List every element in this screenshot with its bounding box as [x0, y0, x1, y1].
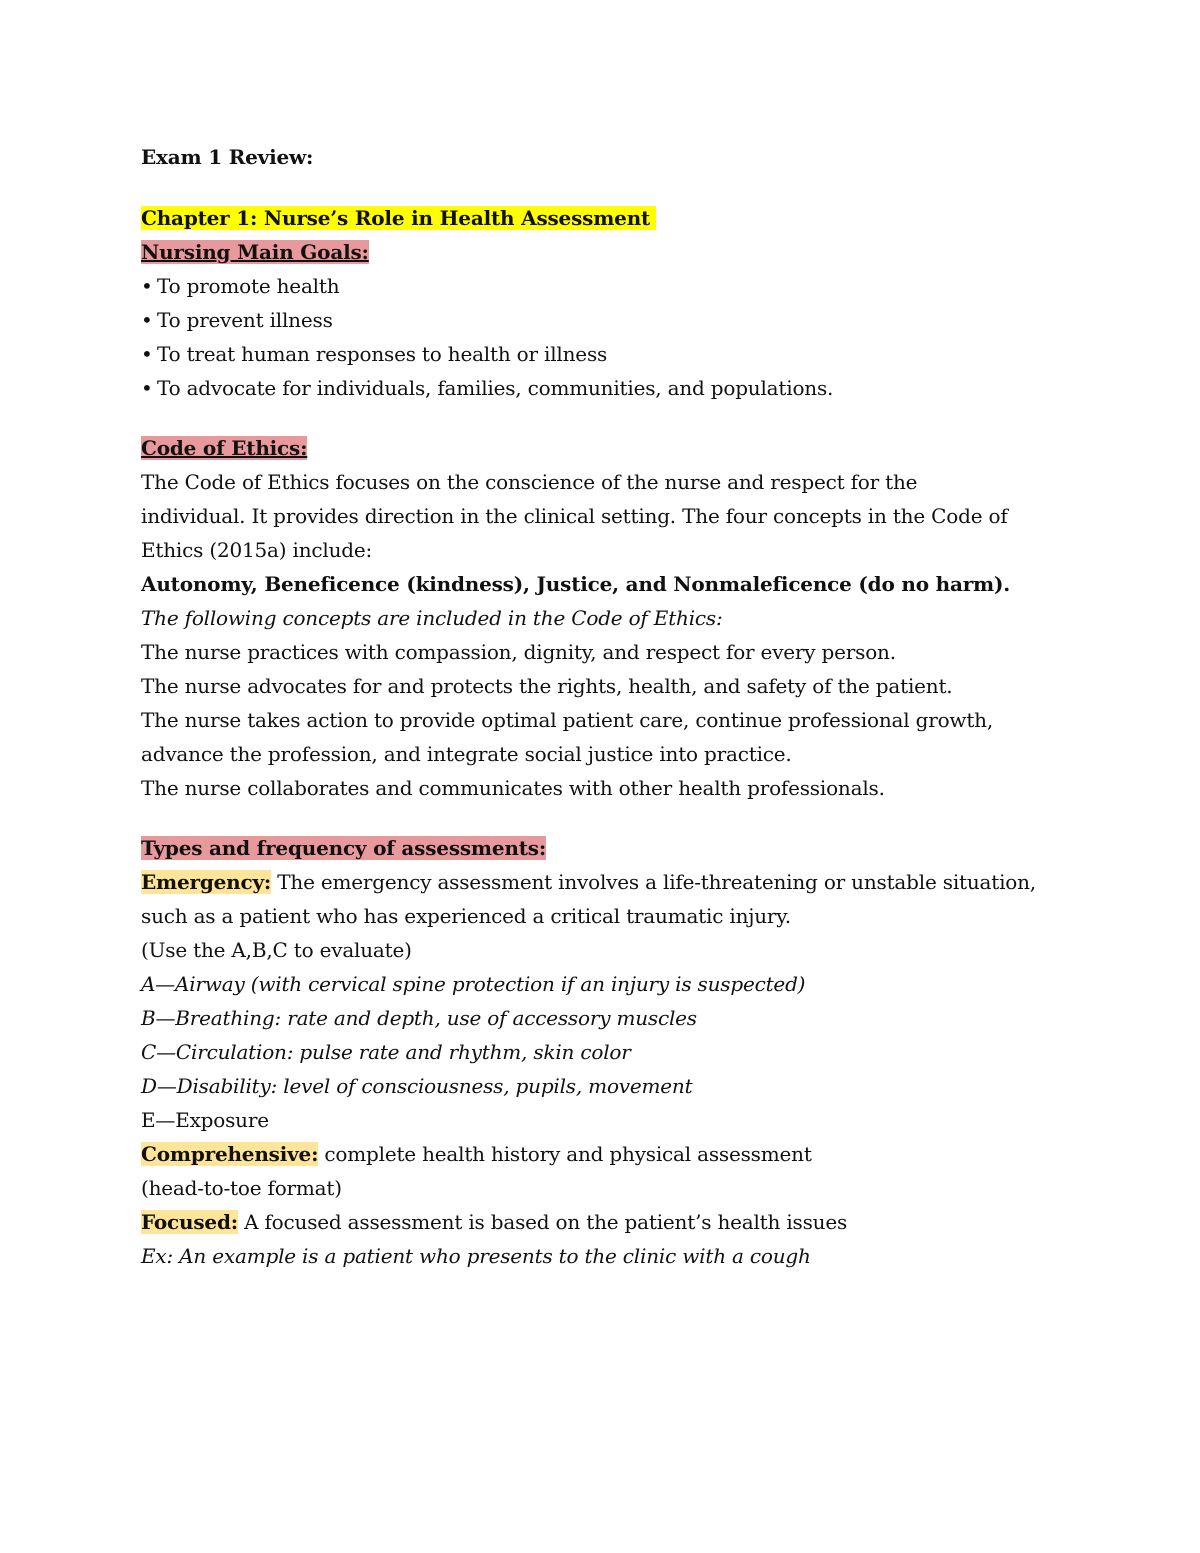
chapter-heading: Chapter 1: Nurse’s Role in Health Assessment	[141, 206, 651, 230]
goal-item: • To prevent illness	[141, 303, 1071, 337]
abc-item: C—Circulation: pulse rate and rhythm, skin color	[141, 1040, 631, 1064]
ethics-line: The nurse practices with compassion, dignity, and respect for every person.	[141, 640, 896, 664]
bullet-icon: •	[141, 274, 153, 298]
ethics-line: The nurse collaborates and communicates with other health professionals.	[141, 776, 885, 800]
goal-item: • To promote health	[141, 269, 1071, 303]
emergency-label: Emergency:	[141, 870, 272, 894]
comprehensive-text: complete health history and physical assessment	[318, 1142, 812, 1166]
bullet-icon: •	[141, 376, 153, 400]
comprehensive-label: Comprehensive:	[141, 1142, 319, 1166]
ethics-following: The following concepts are included in the Code of Ethics:	[141, 606, 723, 630]
focused-text: A focused assessment is based on the patient’s health issues	[237, 1210, 848, 1234]
focused-label: Focused:	[141, 1210, 238, 1234]
abc-note: (Use the A,B,C to evaluate)	[141, 938, 412, 962]
spacer	[141, 174, 1071, 201]
ethics-heading: Code of Ethics:	[141, 436, 308, 460]
ethics-line: The nurse advocates for and protects the rights, health, and safety of the patient.	[141, 674, 953, 698]
ethics-concepts: Autonomy, Beneficence (kindness), Justice, and Nonmaleficence (do no harm).	[141, 572, 1011, 596]
bullet-icon: •	[141, 308, 153, 332]
abc-item: B—Breathing: rate and depth, use of accessory muscles	[141, 1006, 697, 1030]
focused-paragraph	[141, 1205, 1071, 1239]
comprehensive-paragraph	[141, 1137, 1071, 1171]
emergency-text: The emergency assessment involves a life-threatening or unstable situation, such as a patient who has experienced a critical traumatic injury.	[141, 870, 1036, 928]
document-title: Exam 1 Review:	[141, 145, 314, 169]
abc-item: A—Airway (with cervical spine protection if an injury is suspected)	[141, 972, 806, 996]
goals-heading: Nursing Main Goals:	[141, 240, 369, 264]
emergency-paragraph	[141, 865, 1066, 933]
ethics-line: The nurse takes action to provide optimal patient care, continue professional growth, advance the profession, and integrate social justice into practice.	[141, 708, 994, 766]
spacer	[141, 405, 1071, 431]
assessments-heading: Types and frequency of assessments:	[141, 836, 547, 860]
abc-item: D—Disability: level of consciousness, pupils, movement	[141, 1074, 693, 1098]
goal-item: • To advocate for individuals, families, communities, and populations.	[141, 371, 1071, 405]
focused-example: Ex: An example is a patient who presents to the clinic with a cough	[141, 1244, 811, 1268]
bullet-icon: •	[141, 342, 153, 366]
goal-item: • To treat human responses to health or illness	[141, 337, 1071, 371]
document-page	[141, 140, 1071, 1273]
ethics-intro: The Code of Ethics focuses on the conscience of the nurse and respect for the individual. It provides direction in the clinical setting. The four concepts in the Code of Ethics (2015a) include:	[141, 470, 1008, 562]
comprehensive-note: (head-to-toe format)	[141, 1176, 342, 1200]
spacer	[141, 805, 1071, 831]
abc-item: E—Exposure	[141, 1108, 269, 1132]
